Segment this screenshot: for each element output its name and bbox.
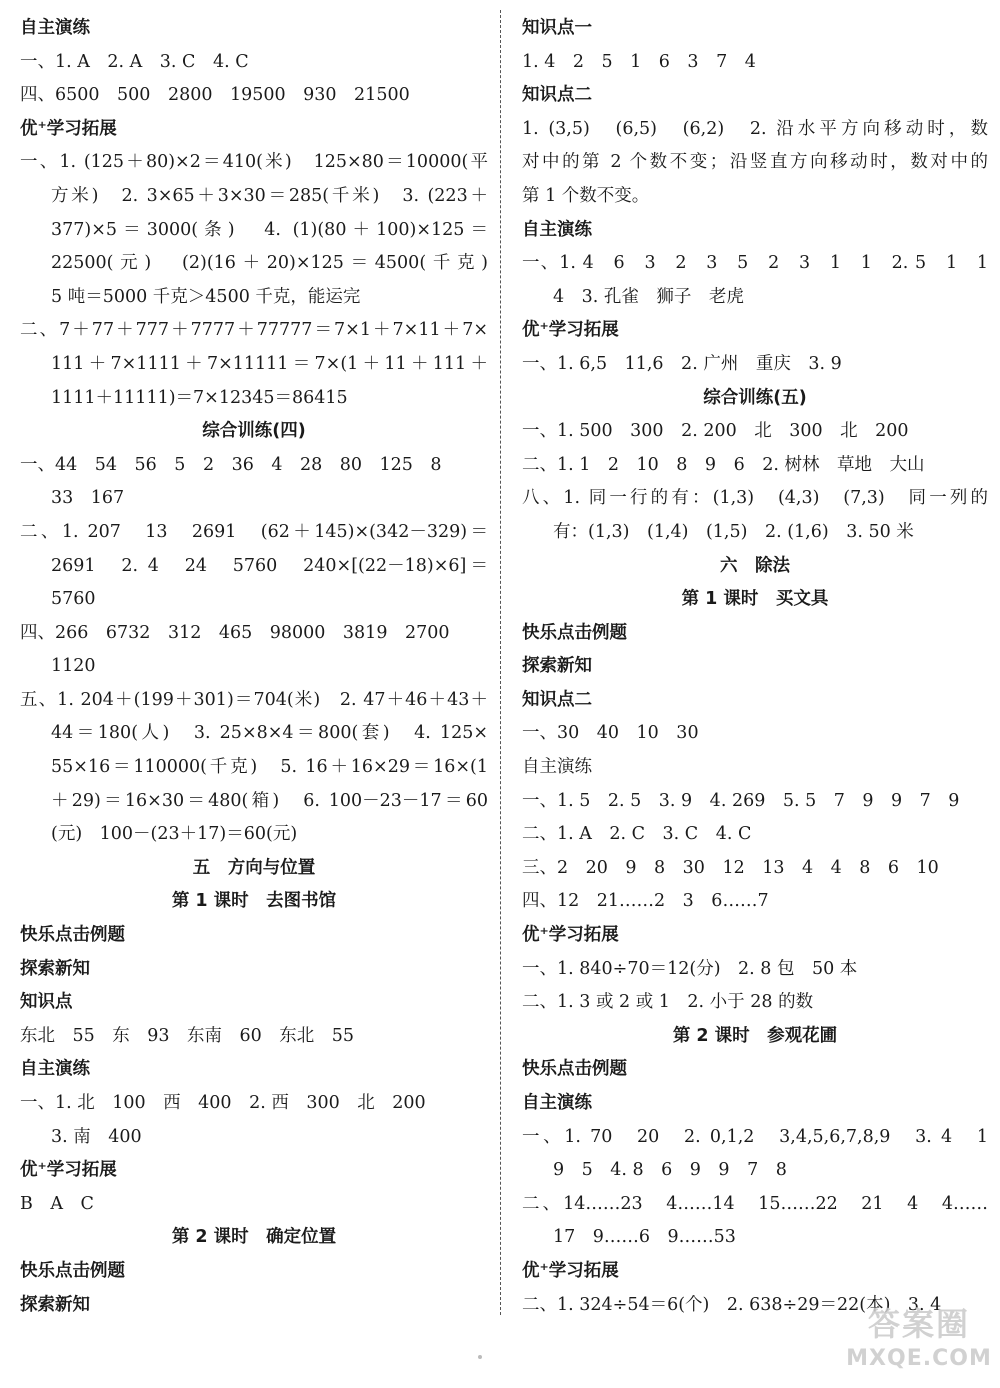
right-column (522, 12, 988, 1322)
watermark-text: 答案圈 (867, 1305, 970, 1343)
answer-line: 一、1. 840÷70＝12(分) 2. 8 包 50 本 (522, 958, 858, 979)
answer-line: 1. 4 2 5 1 6 3 7 4 (522, 51, 756, 72)
answer-line: 一、1. 6,5 11,6 2. 广州 重庆 3. 9 (522, 353, 842, 374)
section-title: 综合训练(五) (703, 387, 807, 408)
answer-line: 一、1. A 2. A 3. C 4. C (20, 51, 249, 72)
answer-line: 111＋7×1111＋7×11111＝7×(1＋11＋111＋ (51, 353, 488, 374)
answer-line: 二、1. A 2. C 3. C 4. C (522, 824, 752, 845)
answer-line: 一、1. 北 100 西 400 2. 西 300 北 200 (20, 1093, 426, 1113)
section-title: 第 1 课时 买文具 (681, 589, 829, 610)
section-heading: 自主演练 (522, 219, 592, 240)
answer-line: ＋29)＝16×30＝480(箱) 6. 100－23－17＝60 (51, 790, 488, 811)
answer-line: 五、1. 204＋(199＋301)＝704(米) 2. 47＋46＋43＋ (20, 689, 488, 710)
watermark-url: MXQE.COM (846, 1346, 992, 1371)
answer-line: 一、1. (125＋80)×2＝410(米) 125×80＝10000(平 (20, 152, 488, 173)
answer-line: 4 3. 孔雀 狮子 老虎 (553, 286, 744, 307)
answer-line: 2691 2. 4 24 5760 240×[(22－18)×6]＝ (51, 555, 488, 576)
section-heading: 优⁺学习拓展 (20, 1160, 117, 1181)
answer-line: 一、1. 500 300 2. 200 北 300 北 200 (522, 421, 909, 442)
answer-line: 1120 (51, 656, 96, 677)
answer-line: (元) 100－(23＋17)＝60(元) (51, 824, 298, 845)
answer-line: 对中的第 2 个数不变；沿竖直方向移动时，数对中的 (522, 152, 988, 173)
answer-line: 一、30 40 10 30 (522, 723, 699, 744)
answer-line: 一、1. 5 2. 5 3. 9 4. 269 5. 5 7 9 9 7 9 (522, 790, 960, 811)
section-heading: 优⁺学习拓展 (20, 118, 117, 139)
section-heading: 快乐点击例题 (20, 1260, 125, 1281)
section-heading: 知识点二 (522, 85, 592, 106)
answer-line: 二、1. 3 或 2 或 1 2. 小于 28 的数 (522, 992, 814, 1013)
answer-line: 377)×5＝3000(条) 4. (1)(80＋100)×125＝ (51, 219, 488, 240)
column-divider (500, 10, 501, 1315)
answer-line: 9 5 4. 8 6 9 9 7 8 (553, 1160, 787, 1181)
answer-line: 44＝180(人) 3. 25×8×4＝800(套) 4. 125× (51, 723, 488, 744)
answer-line: B A C (20, 1193, 94, 1214)
section-title: 六 除法 (720, 555, 790, 576)
answer-line: 有：(1,3) (1,4) (1,5) 2. (1,6) 3. 50 米 (553, 521, 914, 542)
answer-line: 东北 55 东 93 东南 60 东北 55 (20, 1025, 355, 1046)
answer-line: 二、1. 1 2 10 8 9 6 2. 树林 草地 大山 (522, 454, 925, 475)
section-title: 五 方向与位置 (192, 857, 316, 878)
answer-line: 二、1. 324÷54＝6(个) 2. 638÷29＝22(本) 3. 4 (522, 1294, 942, 1315)
section-heading: 知识点 (20, 992, 73, 1013)
answer-line: 四、12 21……2 3 6……7 (522, 891, 769, 912)
section-title: 第 1 课时 去图书馆 (171, 891, 337, 912)
answer-line: 四、6500 500 2800 19500 930 21500 (20, 85, 410, 106)
section-heading: 知识点二 (522, 689, 592, 710)
answer-line: 一、1. 4 6 3 2 3 5 2 3 1 1 2. 5 1 1 (522, 253, 988, 274)
answer-line: 三、2 20 9 8 30 12 13 4 4 8 6 10 (522, 857, 939, 878)
section-heading: 自主演练 (20, 1059, 90, 1080)
answer-line: 方米) 2. 3×65＋3×30＝285(千米) 3. (223＋ (51, 185, 488, 206)
answer-line: 5 吨＝5000 千克＞4500 千克，能运完 (51, 286, 361, 307)
page-dot (478, 1355, 482, 1359)
watermark-logo (844, 1304, 994, 1384)
section-heading: 探索新知 (20, 1294, 90, 1315)
answer-line: 55×16＝110000(千克) 5. 16＋16×29＝16×(1 (51, 757, 488, 778)
left-column (20, 12, 488, 1322)
answer-line: 17 9……6 9……53 (553, 1227, 736, 1248)
section-title: 综合训练(四) (202, 421, 306, 442)
section-heading: 优⁺学习拓展 (522, 925, 619, 946)
answer-line: 33 167 (51, 488, 125, 509)
answer-line: 八、1. 同一行的有：(1,3) (4,3) (7,3) 同一列的 (522, 488, 988, 509)
answer-line: 二、7＋77＋777＋7777＋77777＝7×1＋7×11＋7× (20, 320, 488, 341)
section-heading: 优⁺学习拓展 (522, 320, 619, 341)
section-title: 第 2 课时 参观花圃 (672, 1025, 838, 1046)
answer-line: 一、1. 70 20 2. 0,1,2 3,4,5,6,7,8,9 3. 4 1 (522, 1126, 988, 1147)
answer-line: 一、44 54 56 5 2 36 4 28 80 125 8 (20, 454, 442, 475)
section-heading: 快乐点击例题 (20, 925, 125, 946)
section-heading: 自主演练 (20, 18, 90, 38)
answer-line: 第 1 个数不变。 (522, 185, 650, 206)
section-heading: 探索新知 (20, 958, 90, 979)
answer-line: 1. (3,5) (6,5) (6,2) 2. 沿水平方向移动时，数 (522, 118, 988, 139)
answer-line: 1111＋11111)＝7×12345＝86415 (51, 387, 348, 408)
section-title: 第 2 课时 确定位置 (171, 1227, 337, 1248)
section-heading: 快乐点击例题 (522, 622, 627, 643)
answer-line: 二、1. 207 13 2691 (62＋145)×(342－329)＝ (20, 521, 488, 542)
answer-line: 自主演练 (522, 757, 592, 778)
section-heading: 优⁺学习拓展 (522, 1260, 619, 1281)
answer-line: 22500(元) (2)(16＋20)×125＝4500(千克) (51, 253, 488, 274)
section-heading: 知识点一 (522, 18, 592, 38)
answer-line: 3. 南 400 (51, 1126, 142, 1147)
answer-line: 5760 (51, 589, 96, 610)
answer-line: 二、14……23 4……14 15……22 21 4 4…… (522, 1193, 988, 1214)
answer-line: 四、266 6732 312 465 98000 3819 2700 (20, 622, 450, 643)
section-heading: 探索新知 (522, 656, 592, 677)
section-heading: 自主演练 (522, 1093, 592, 1113)
section-heading: 快乐点击例题 (522, 1059, 627, 1080)
